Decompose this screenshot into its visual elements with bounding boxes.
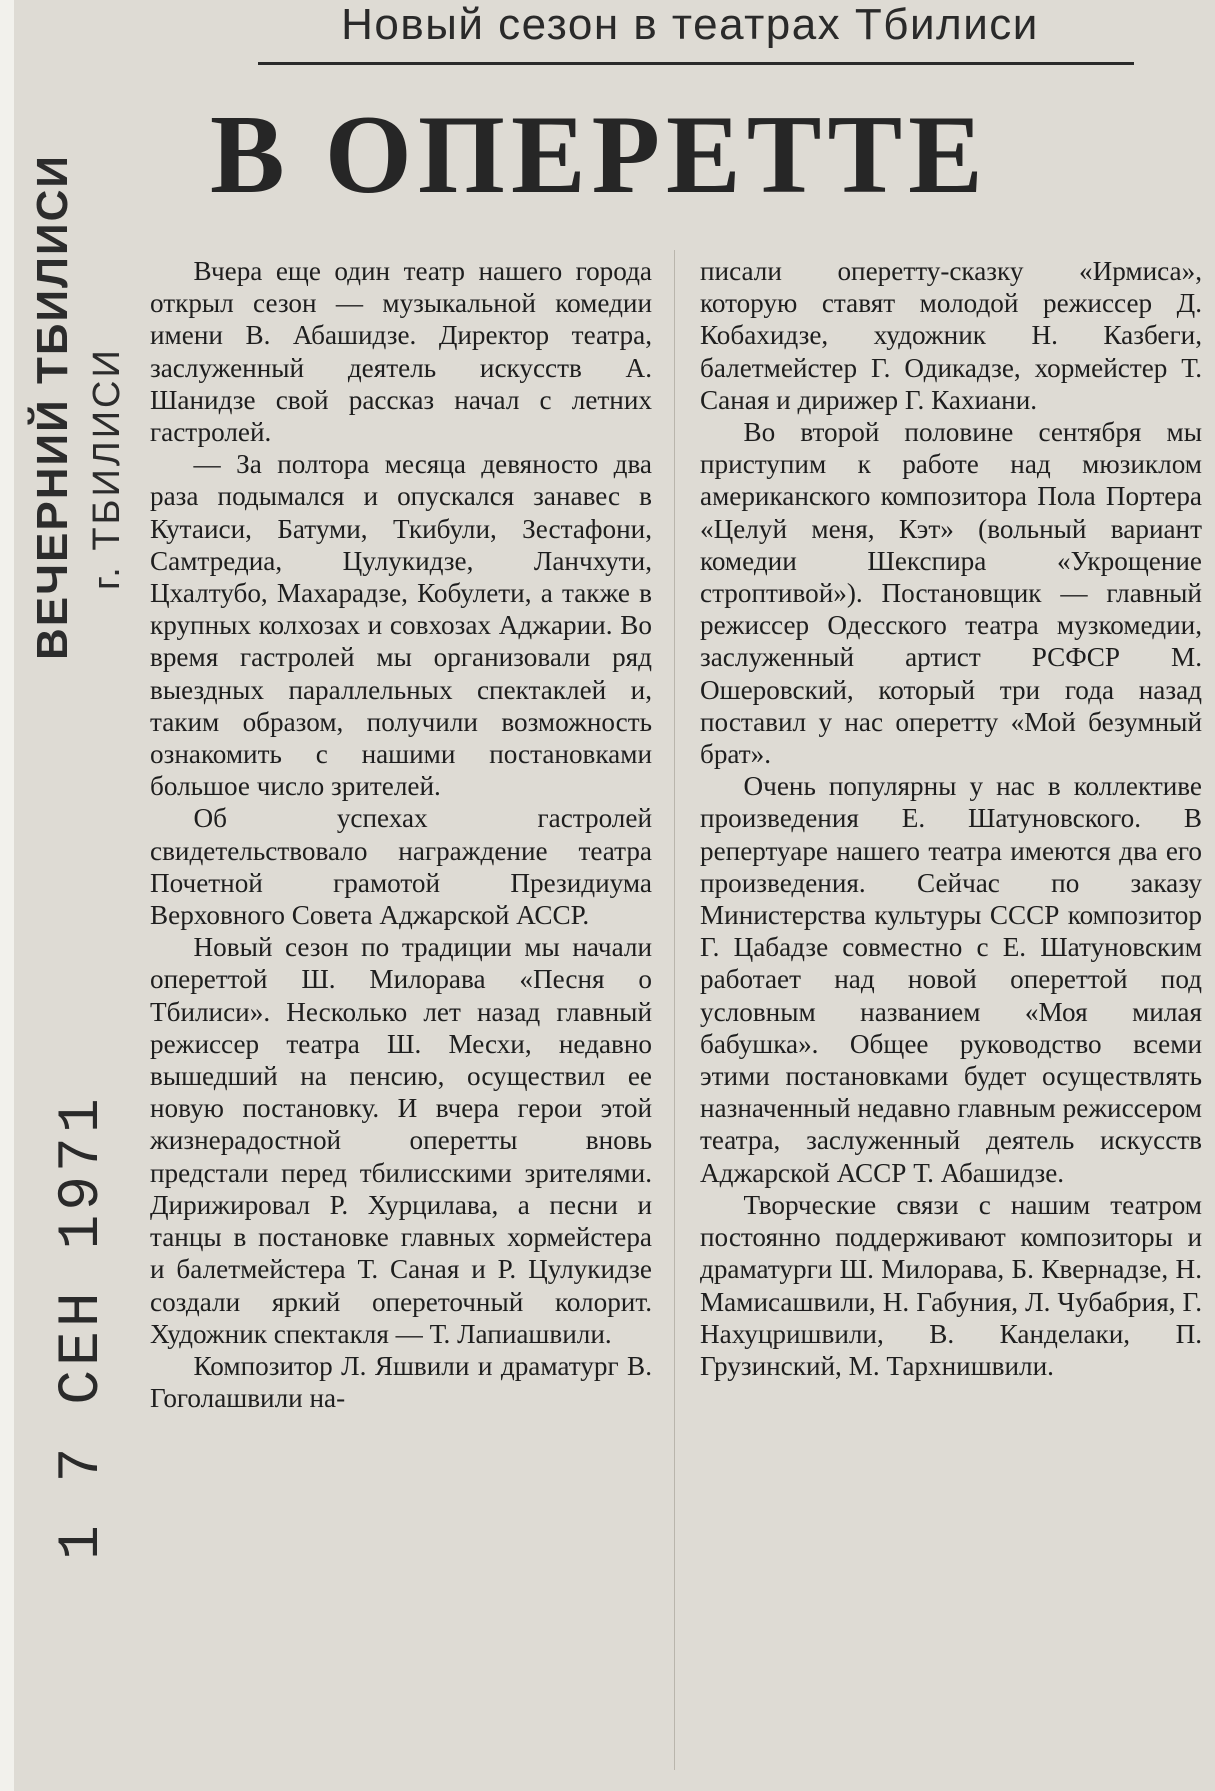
stamp-date: 1 7 СЕН 1971	[50, 1094, 115, 1560]
paragraph: Творческие связи с нашим театром постоянно поддерживают композиторы и драматурги Ш. Милорава, Б. Квернадзе, Н. Мамисашвили, Н. Габуния, Л. Чубабрия, Г. Нахуцришвили, В. Канделаки, П. Грузинский, М. Тархнишвили.	[700, 1189, 1202, 1381]
column-divider	[674, 250, 675, 1770]
newspaper-stamp	[28, 153, 128, 670]
paper-edge	[0, 0, 14, 1791]
paragraph: Об успехах гастролей свидетельствовало награждение театра Почетной грамотой Президиума Верховного Совета Аджарской АССР.	[150, 803, 652, 931]
paragraph: Очень популярны у нас в коллективе произведения Е. Шатуновского. В репертуаре нашего театра имеются два его произведения. Сейчас по заказу Министерства культуры СССР композитор Г. Цабадзе совместно с Е. Шатуновским работает над новой опереттой под условным названием «Моя милая бабушка». Общее руководство всеми этими постановками будет осуществлять назначенный недавно главным режиссером театра, заслуженный деятель искусств Аджарской АССР Т. Абашидзе.	[700, 771, 1202, 1188]
rubric-underline	[258, 62, 1134, 65]
paragraph: Новый сезон по традиции мы начали опереттой Ш. Милорава «Песня о Тбилиси». Несколько лет назад главный режиссер театра Ш. Месхи, недавно вышедший на пенсию, осуществил ее новую постановку. И вчера герои этой жизнерадостной оперетты вновь предстали перед тбилисскими зрителями. Дирижировал Р. Хурцилава, а песни и танцы в постановке главных хормейстера и балетмейстера Т. Саная и Р. Цулукидзе создали яркий опереточный колорит. Художник спектакля — Т. Лапиашвили.	[150, 932, 652, 1349]
stamp-newspaper-name: ВЕЧЕРНИЙ ТБИЛИСИ	[28, 153, 77, 660]
stamp-city: г. ТБИЛИСИ	[86, 347, 128, 590]
article-column-right	[700, 255, 1202, 1382]
paragraph: Композитор Л. Яшвили и драматург В. Гоголашвили на-	[150, 1350, 652, 1414]
paragraph: — За полтора месяца девяносто два раза подымался и опускался занавес в Кутаиси, Батуми, Ткибули, Зестафони, Самтредиа, Цулукидзе, Ланчхути, Цхалтубо, Махарадзе, Кобулети, а также в крупных колхозах и совхозах Аджарии. Во время гастролей мы организовали ряд выездных параллельных спектаклей и, таким образом, получили возможность ознакомить с нашими постановками большое число зрителей.	[150, 449, 652, 802]
paragraph: писали оперетту-сказку «Ирмиса», которую ставят молодой режиссер Д. Кобахидзе, художник Н. Казбеги, балетмейстер Г. Одикадзе, хормейстер Т. Саная и дирижер Г. Кахиани.	[700, 256, 1202, 415]
paragraph: Во второй половине сентября мы приступим к работе над мюзиклом американского композитора Пола Портера «Целуй меня, Кэт» (вольный вариант комедии Шекспира «Укрощение строптивой»). Постановщик — главный режиссер Одесского театра музкомедии, заслуженный артист РСФСР М. Ошеровский, который три года назад поставил у нас оперетту «Мой безумный брат».	[700, 417, 1202, 770]
rubric-heading: Новый сезон в театрах Тбилиси	[341, 0, 1039, 49]
article-headline: В ОПЕРЕТТЕ	[210, 93, 989, 217]
paragraph: Вчера еще один театр нашего города открыл сезон — музыкальной комедии имени В. Абашидзе. Директор театра, заслуженный деятель искусств А. Шанидзе свой рассказ начал с летних гастролей.	[150, 256, 652, 448]
article-column-left	[150, 255, 652, 1414]
